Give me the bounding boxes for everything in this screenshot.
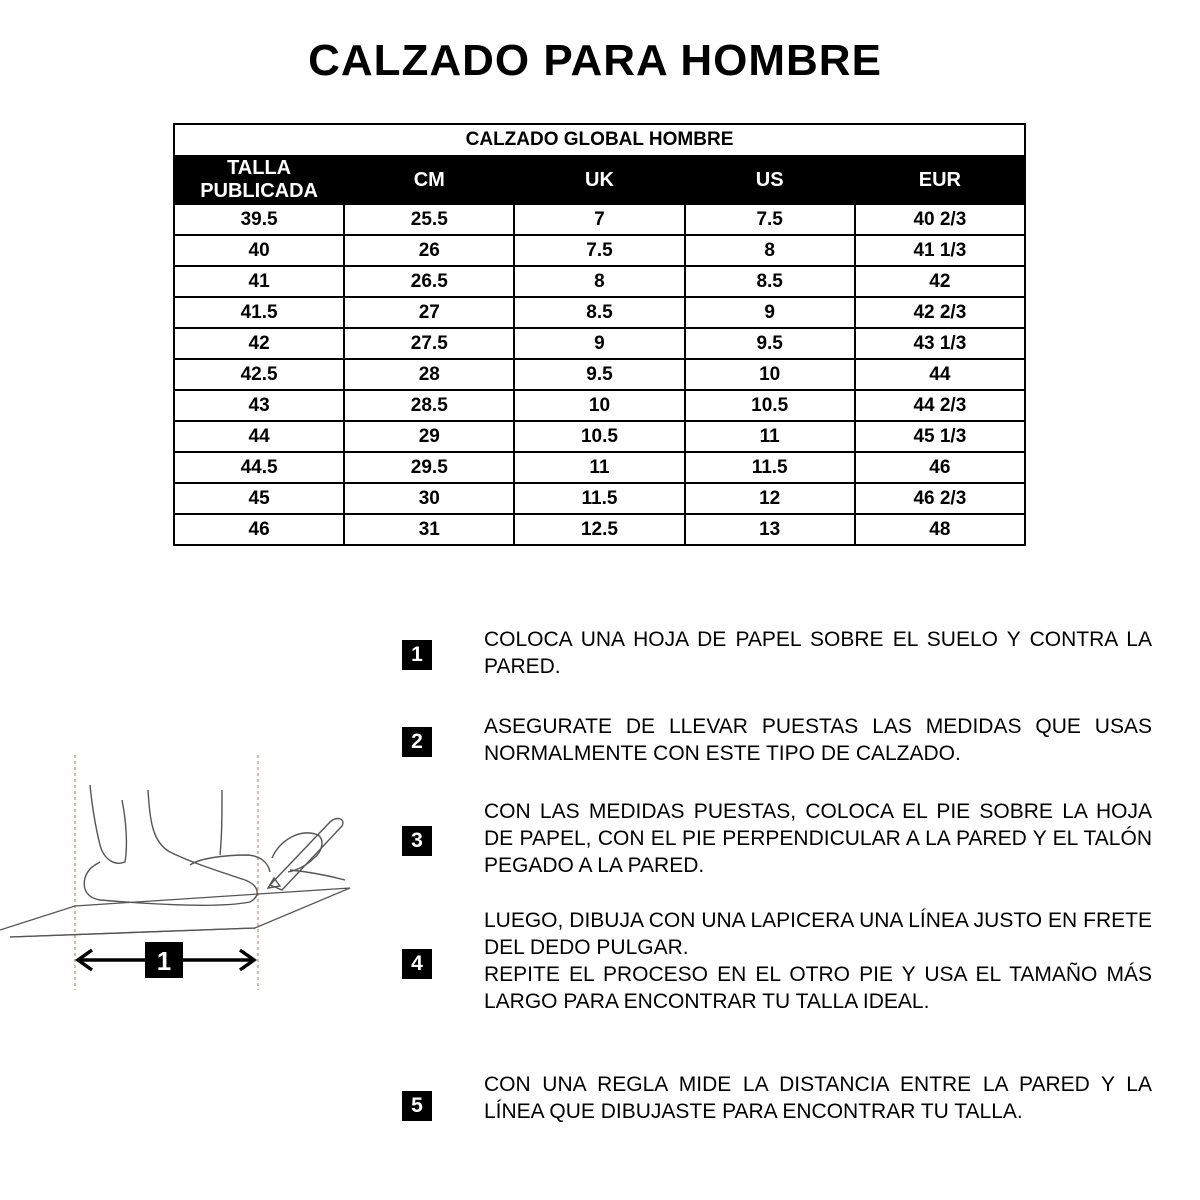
step-number-badge: 5	[402, 1091, 432, 1121]
foot-icon	[84, 785, 270, 905]
table-cell: 10	[514, 390, 684, 421]
table-cell: 7	[514, 204, 684, 235]
table-row	[174, 297, 1025, 328]
table-cell: 8	[685, 235, 855, 266]
table-cell: 9.5	[685, 328, 855, 359]
table-cell: 29.5	[344, 452, 514, 483]
table-row	[174, 390, 1025, 421]
table-cell: 13	[685, 514, 855, 545]
table-cell: 45 1/3	[855, 421, 1025, 452]
page-title: CALZADO PARA HOMBRE	[308, 36, 882, 85]
table-cell: 45	[174, 483, 344, 514]
step-number-badge: 4	[402, 949, 432, 979]
table-cell: 39.5	[174, 204, 344, 235]
table-cell: 26	[344, 235, 514, 266]
table-row	[174, 266, 1025, 297]
column-header-talla: TALLA PUBLICADA	[174, 156, 344, 204]
table-cell: 9.5	[514, 359, 684, 390]
table-cell: 42	[855, 266, 1025, 297]
column-header-eur: EUR	[855, 156, 1025, 204]
table-cell: 12.5	[514, 514, 684, 545]
table-row	[174, 421, 1025, 452]
table-cell: 27.5	[344, 328, 514, 359]
table-cell: 44 2/3	[855, 390, 1025, 421]
column-header-uk: UK	[514, 156, 684, 204]
table-cell: 10.5	[685, 390, 855, 421]
table-cell: 46	[855, 452, 1025, 483]
step-text-line-b: REPITE EL PROCESO EN EL OTRO PIE Y USA EL TAMAÑO MÁS LARGO PARA ENCONTRAR TU TALLA IDEAL.	[484, 963, 1152, 1013]
table-cell: 10	[685, 359, 855, 390]
table-cell: 7.5	[514, 235, 684, 266]
table-cell: 8.5	[514, 297, 684, 328]
table-cell: 31	[344, 514, 514, 545]
pencil-hand-icon	[268, 819, 345, 890]
table-cell: 28.5	[344, 390, 514, 421]
table-cell: 40 2/3	[855, 204, 1025, 235]
table-cell: 42	[174, 328, 344, 359]
table-cell: 42.5	[174, 359, 344, 390]
table-cell: 26.5	[344, 266, 514, 297]
step-text: COLOCA UNA HOJA DE PAPEL SOBRE EL SUELO Y CONTRA LA PARED.	[484, 628, 1152, 678]
table-row	[174, 328, 1025, 359]
table-row	[174, 359, 1025, 390]
step-text: CON UNA REGLA MIDE LA DISTANCIA ENTRE LA PARED Y LA LÍNEA QUE DIBUJASTE PARA ENCONTRAR TU TALLA.	[484, 1073, 1152, 1123]
table-row	[174, 514, 1025, 545]
table-cell: 48	[855, 514, 1025, 545]
double-arrow-icon	[78, 942, 254, 978]
step-text: ASEGURATE DE LLEVAR PUESTAS LAS MEDIDAS QUE USAS NORMALMENTE CON ESTE TIPO DE CALZADO.	[484, 715, 1152, 765]
table-cell: 11	[514, 452, 684, 483]
table-cell: 7.5	[685, 204, 855, 235]
table-cell: 43 1/3	[855, 328, 1025, 359]
step-number-badge: 1	[402, 640, 432, 670]
table-cell: 46 2/3	[855, 483, 1025, 514]
table-cell: 30	[344, 483, 514, 514]
table-cell: 10.5	[514, 421, 684, 452]
table-cell: 41.5	[174, 297, 344, 328]
table-cell: 8.5	[685, 266, 855, 297]
table-cell: 44	[174, 421, 344, 452]
table-cell: 9	[685, 297, 855, 328]
table-cell: 46	[174, 514, 344, 545]
paper-sheet	[0, 888, 350, 937]
table-cell: 43	[174, 390, 344, 421]
step-text: CON LAS MEDIDAS PUESTAS, COLOCA EL PIE SOBRE LA HOJA DE PAPEL, CON EL PIE PERPENDICULAR A LA PARED Y EL TALÓN PEGADO A LA PARED.	[484, 800, 1152, 877]
table-cell: 28	[344, 359, 514, 390]
table-row	[174, 483, 1025, 514]
table-row	[174, 235, 1025, 266]
table-cell: 44	[855, 359, 1025, 390]
measure-label: 1	[156, 946, 172, 976]
column-header-cm: CM	[344, 156, 514, 204]
table-cell: 11.5	[514, 483, 684, 514]
table-cell: 41 1/3	[855, 235, 1025, 266]
table-cell: 27	[344, 297, 514, 328]
table-header-row	[174, 156, 1025, 204]
table-cell: 9	[514, 328, 684, 359]
foot-measure-illustration	[0, 735, 380, 1035]
table-cell: 25.5	[344, 204, 514, 235]
step-text-line-a: LUEGO, DIBUJA CON UNA LAPICERA UNA LÍNEA JUSTO EN FRETE DEL DEDO PULGAR.	[484, 909, 1152, 959]
table-cell: 11	[685, 421, 855, 452]
table-row	[174, 204, 1025, 235]
step-text	[484, 907, 1152, 1015]
table-row	[174, 452, 1025, 483]
table-cell: 42 2/3	[855, 297, 1025, 328]
column-header-us: US	[685, 156, 855, 204]
table-cell: 41	[174, 266, 344, 297]
table-caption: CALZADO GLOBAL HOMBRE	[174, 124, 1025, 156]
step-number-badge: 2	[402, 727, 432, 757]
table-cell: 29	[344, 421, 514, 452]
table-cell: 11.5	[685, 452, 855, 483]
step-number-badge: 3	[402, 826, 432, 856]
table-cell: 40	[174, 235, 344, 266]
table-cell: 44.5	[174, 452, 344, 483]
table-cell: 12	[685, 483, 855, 514]
table-cell: 8	[514, 266, 684, 297]
size-chart-table	[173, 123, 1026, 546]
